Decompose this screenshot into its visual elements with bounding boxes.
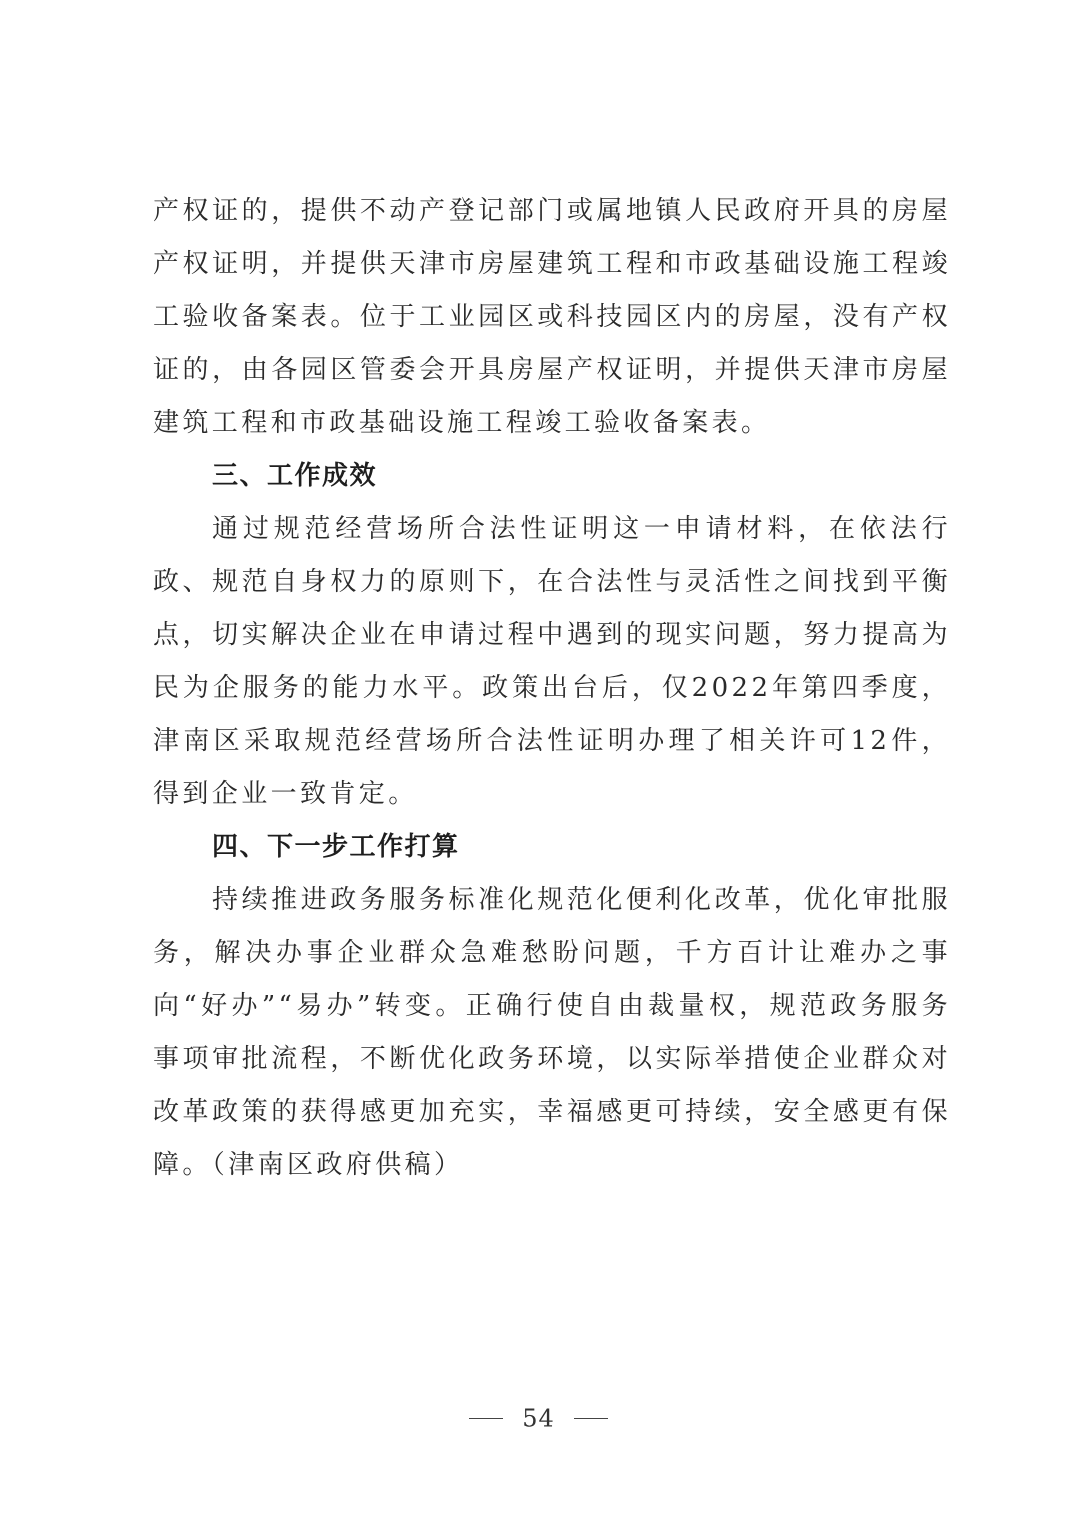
footer-dash-right [574,1418,608,1419]
paragraph-continued: 产权证的，提供不动产登记部门或属地镇人民政府开具的房屋产权证明，并提供天津市房屋建筑工程和市政基础设施工程竣工验收备案表。位于工业园区或科技园区内的房屋，没有产权证的，由各园区管委会开具房屋产权证明，并提供天津市房屋建筑工程和市政基础设施工程竣工验收备案表。 [153,196,951,438]
page-number: 54 [522,1404,555,1433]
page-footer [0,1403,1077,1433]
footer-dash-left [469,1418,503,1419]
section-heading-next-steps: 四、下一步工作打算 [212,832,460,862]
section-heading-results: 三、工作成效 [212,461,378,491]
document-body [153,185,951,1192]
paragraph-results: 通过规范经营场所合法性证明这一申请材料，在依法行政、规范自身权力的原则下，在合法性与灵活性之间找到平衡点，切实解决企业在申请过程中遇到的现实问题，努力提高为民为企服务的能力水平。政策出台后，仅2022年第四季度，津南区采取规范经营场所合法性证明办理了相关许可12件，得到企业一致肯定。 [153,514,951,809]
paragraph-next-steps: 持续推进政务服务标准化规范化便利化改革，优化审批服务，解决办事企业群众急难愁盼问题，千方百计让难办之事向“好办”“易办”转变。正确行使自由裁量权，规范政务服务事项审批流程，不断优化政务环境，以实际举措使企业群众对改革政策的获得感更加充实，幸福感更可持续，安全感更有保障。（津南区政府供稿） [153,885,951,1180]
